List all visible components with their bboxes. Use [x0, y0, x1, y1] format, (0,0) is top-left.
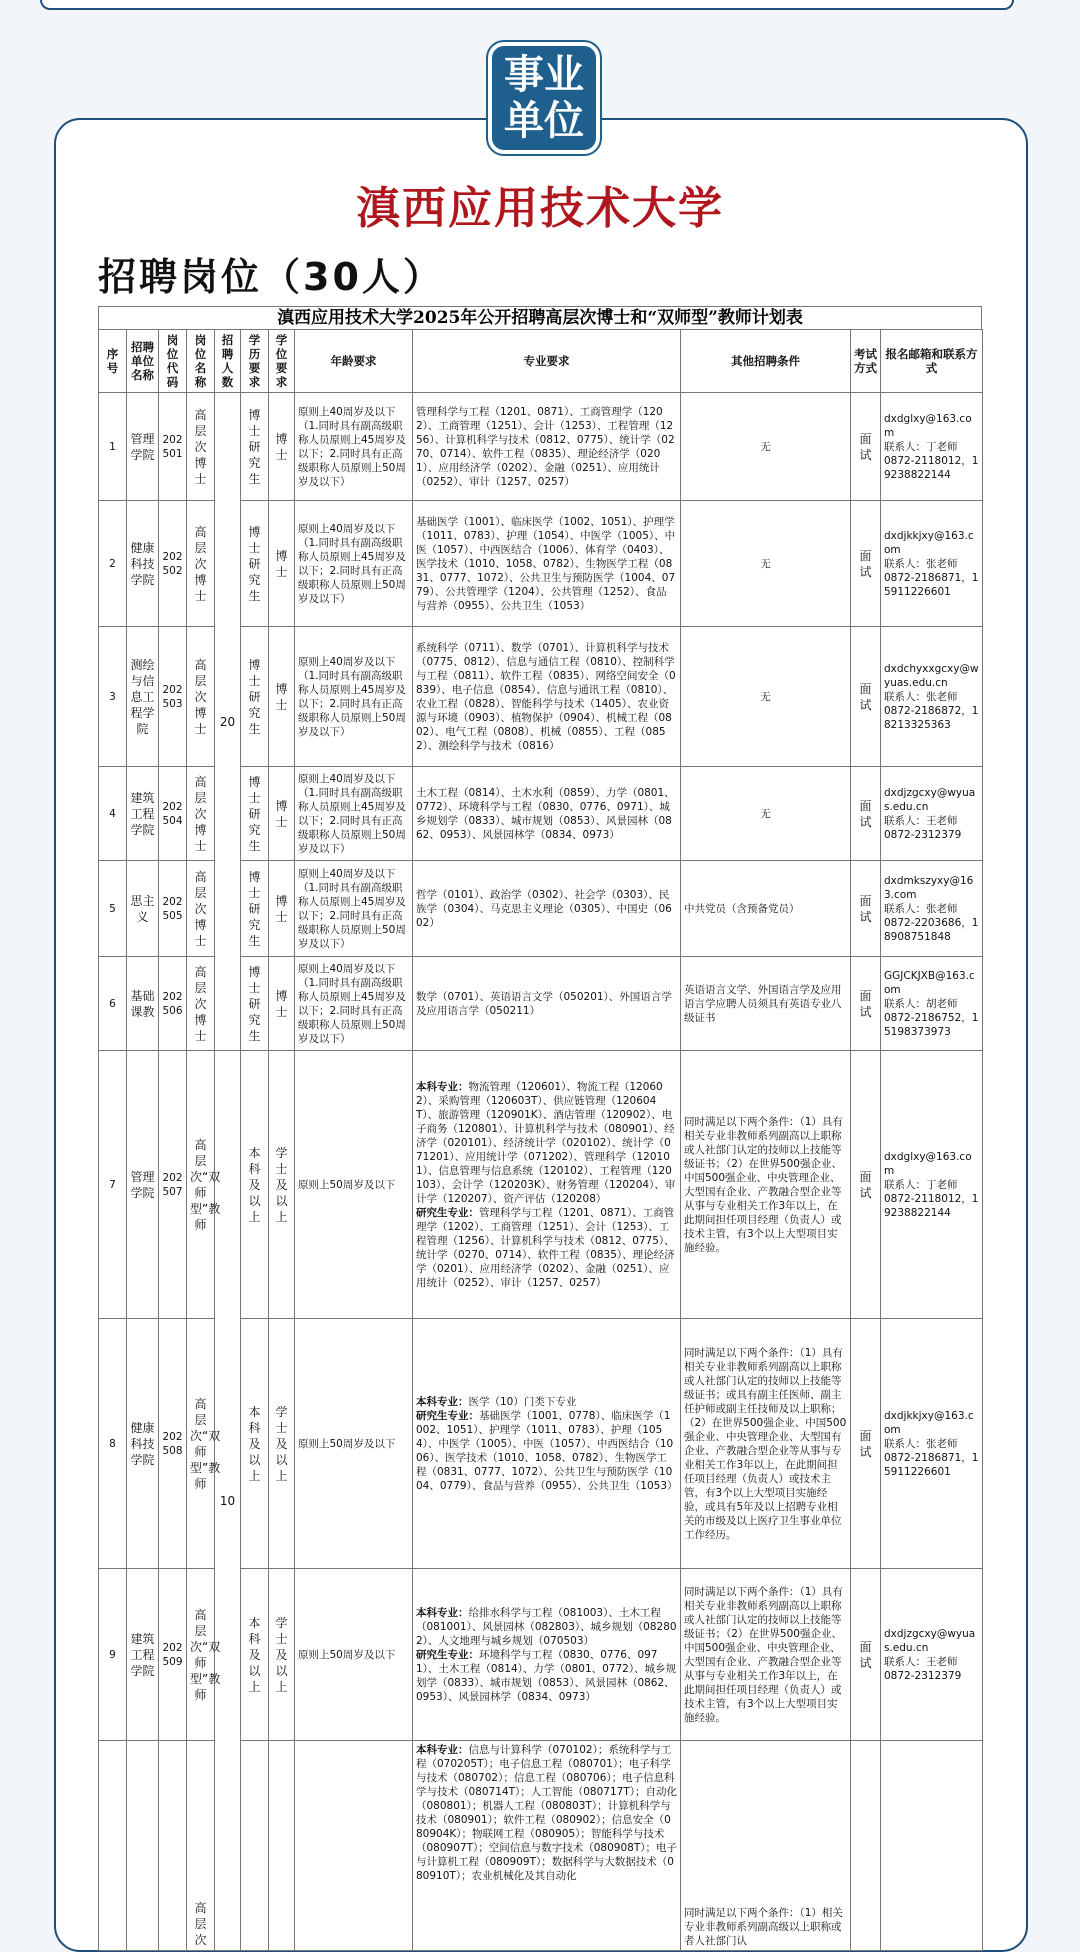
contact-info [881, 1319, 983, 1569]
major-text: 数学（0701）、英语语言文学（050201）、外国语言学及应用语言学（050211） [416, 990, 672, 1017]
age-req: 原则上50周岁及以下 [295, 1569, 413, 1741]
empty-cell [159, 1741, 187, 1951]
post-name: 高层次博士 [187, 501, 215, 627]
other-conditions: 同时满足以下两个条件：（1）相关专业非教师系列副高级以上职称或者人社部门认 [681, 1741, 851, 1951]
row-number: 4 [99, 767, 127, 861]
major-heading: 本科专业： [416, 1744, 469, 1756]
exam-method: 面试 [851, 861, 881, 957]
post-code: 202508 [159, 1319, 187, 1569]
contact-info [881, 393, 983, 501]
major-text-graduate: 管理科学与工程（1201、0871）、工商管理学（1202）、工商管理（1251）、会计（1253）、工程管理（1256）、计算机科学与技术（0812、0775）、统计学（0270、0714）、软件工程（0835）、理论经济学（0201）、应用经济学（0202）、金融（0251）、应用统计（0252）、审计（1257、0257） [416, 1206, 675, 1289]
other-conditions: 同时满足以下两个条件：（1）具有相关专业非教师系列副高以上职称或人社部门认定的技师以上技能等级证书；或具有副主任医师、副主任护师或副主任技师及以上职称；（2）在世界500强企业、中国500强企业、中央管理企业、大型国有企业、产教融合型企业等从事与专业相关工作3年以上，在此期间担任项目经理（负责人）或技术主管，有3个以上大型项目实施经验，或具有5年及以上招聘专业相关的市级及以上医疗卫生事业单位工作经历。 [681, 1319, 851, 1569]
recruitment-table-image [98, 306, 982, 1951]
contact-email: dxdglxy@163.com [884, 1150, 972, 1177]
post-code: 202503 [159, 627, 187, 767]
age-req: 原则上40周岁及以下（1.同时具有副高级职称人员原则上45周岁及以下；2.同时具有正高级职称人员原则上50周岁及以下） [295, 861, 413, 957]
contact-person: 联系人：王老师 [884, 1655, 958, 1668]
education-req: 博士研究生 [241, 627, 269, 767]
degree-req: 博士 [269, 393, 295, 501]
post-code: 202505 [159, 861, 187, 957]
major-req [413, 393, 681, 501]
age-req: 原则上50周岁及以下 [295, 1319, 413, 1569]
unit-name: 管理学院 [127, 393, 159, 501]
major-req [413, 1741, 681, 1951]
university-name: 滇西应用技术大学 [356, 183, 724, 234]
contact-phone: 0872-2203686，18908751848 [884, 916, 979, 943]
major-req [413, 767, 681, 861]
education-req: 本科及以上 [241, 1569, 269, 1741]
contact-info [881, 957, 983, 1051]
post-name: 高层次 [187, 1741, 215, 1951]
major-text: 给排水科学与工程（081003）、土木工程（081001）、风景园林（082803）、城乡规划（082802）、人文地理与城乡规划（070503） [416, 1606, 677, 1647]
major-req [413, 861, 681, 957]
recruitment-table [98, 329, 983, 1951]
contact-person: 联系人：丁老师 [884, 1178, 958, 1191]
header-cell: 专业要求 [413, 330, 681, 393]
other-conditions: 同时满足以下两个条件：（1）具有相关专业非教师系列副高以上职称或人社部门认定的技师以上技能等级证书；（2）在世界500强企业、中国500强企业、中央管理企业、大型国有企业、产教融合型企业等从事与专业相关工作3年以上，在此期间担任项目经理（负责人）或技术主管，有3个以上大型项目实施经验。 [681, 1569, 851, 1741]
contact-person: 联系人：张老师 [884, 902, 958, 915]
header-cell: 其他招聘条件 [681, 330, 851, 393]
age-req: 原则上40周岁及以下（1.同时具有副高级职称人员原则上45周岁及以下；2.同时具有正高级职称人员原则上50周岁及以下） [295, 393, 413, 501]
major-text: 哲学（0101）、政治学（0302）、社会学（0303）、民族学（0304）、马克思主义理论（0305）、中国史（0602） [416, 888, 672, 929]
education-req: 博士研究生 [241, 957, 269, 1051]
header-cell: 岗位代码 [159, 330, 187, 393]
table-row [99, 1051, 983, 1319]
previous-card-edge [40, 0, 1014, 10]
post-name: 高层次“双师型”教师 [187, 1319, 215, 1569]
contact-info [881, 627, 983, 767]
exam-method: 面试 [851, 1569, 881, 1741]
contact-phone: 0872-2186871，15911226601 [884, 571, 979, 598]
row-number: 6 [99, 957, 127, 1051]
contact-person: 联系人：胡老师 [884, 997, 958, 1010]
major-text: 物流管理（120601）、物流工程（120602）、采购管理（120603T）、供应链管理（120604T）、旅游管理（120901K）、酒店管理（120902）、电子商务（120801）、计算机科学与技术（080901）、经济学（020101）、经济统计学（020102）、统计学（071201）、应用统计学（071202）、管理科学（120101）、信息管理与信息系统（120102）、工程管理（120103）、会计学（120203K）、财务管理（120204）、审计学（120207）、资产评估（120208） [416, 1080, 676, 1205]
degree-req: 学士及以上 [269, 1569, 295, 1741]
unit-name: 建筑工程学院 [127, 767, 159, 861]
major-heading-graduate: 研究生专业： [416, 1409, 479, 1422]
contact-info [881, 861, 983, 957]
contact-person: 联系人：张老师 [884, 557, 958, 570]
row-number: 3 [99, 627, 127, 767]
age-req: 原则上40周岁及以下（1.同时具有副高级职称人员原则上45周岁及以下；2.同时具有正高级职称人员原则上50周岁及以下） [295, 627, 413, 767]
degree-req: 博士 [269, 861, 295, 957]
exam-method: 面试 [851, 767, 881, 861]
other-conditions: 无 [681, 627, 851, 767]
exam-method: 面试 [851, 1319, 881, 1569]
other-conditions: 英语语言文学、外国语言学及应用语言学应聘人员须具有英语专业八级证书 [681, 957, 851, 1051]
contact-info [881, 767, 983, 861]
degree-req: 博士 [269, 501, 295, 627]
header-cell: 招聘人数 [215, 330, 241, 393]
empty-cell [269, 1741, 295, 1951]
major-heading: 本科专业： [416, 1395, 469, 1408]
other-conditions: 同时满足以下两个条件：（1）具有相关专业非教师系列副高以上职称或人社部门认定的技师以上技能等级证书；（2）在世界500强企业、中国500强企业、中央管理企业、大型国有企业、产教融合型企业等从事与专业相关工作3年以上，在此期间担任项目经理（负责人）或技术主管，有3个以上大型项目实施经验。 [681, 1051, 851, 1319]
degree-req: 学士及以上 [269, 1051, 295, 1319]
post-code: 202502 [159, 501, 187, 627]
post-code: 202509 [159, 1569, 187, 1741]
major-req [413, 1569, 681, 1741]
category-badge [488, 42, 600, 154]
contact-phone: 0872-2118012，19238822144 [884, 454, 979, 481]
header-cell: 岗位名称 [187, 330, 215, 393]
unit-name: 健康科技学院 [127, 501, 159, 627]
unit-name: 建筑工程学院 [127, 1569, 159, 1741]
post-name: 高层次博士 [187, 767, 215, 861]
education-req: 博士研究生 [241, 501, 269, 627]
major-heading: 本科专业： [416, 1606, 469, 1619]
other-conditions: 中共党员（含预备党员） [681, 861, 851, 957]
unit-name: 思主义 [127, 861, 159, 957]
major-req [413, 1319, 681, 1569]
education-req: 本科及以上 [241, 1319, 269, 1569]
major-text-graduate: 基础医学（1001、0778）、临床医学（1002、1051）、护理学（1011、0783）、护理（1054）、中医学（1005）、中医（1057）、中西医结合（1006）、医学技术（1010、1058、0782）、生物医学工程（0831、0777、1072）、公共卫生与预防医学（1004、0779）、食品与营养（0955）、公共卫生（1053） [416, 1409, 678, 1492]
badge-line-2: 单位 [504, 98, 584, 144]
major-text: 管理科学与工程（1201、0871）、工商管理学（1202）、工商管理（1251）、会计（1253）、工程管理（1256）、计算机科学与技术（0812、0775）、统计学（0270、0714）、软件工程（0835）、理论经济学（0201）、应用经济学（0202）、金融（0251）、应用统计（0252）、审计（1257、0257） [416, 405, 675, 488]
major-text: 土木工程（0814）、土木水利（0859）、力学（0801、0772）、环境科学与工程（0830、0776、0971）、城乡规划学（0833）、城市规划（0853）、风景园林（0862、0953）、风景园林学（0834、0973） [416, 786, 675, 841]
post-name: 高层次“双师型”教师 [187, 1569, 215, 1741]
unit-name: 基础课教 [127, 957, 159, 1051]
major-text-graduate: 环境科学与工程（0830、0776、0971）、土木工程（0814）、力学（0801、0772）、城乡规划学（0833）、城市规划（0853）、风景园林（0862、0953）、风景园林学（0834、0973） [416, 1648, 677, 1703]
major-req [413, 1051, 681, 1319]
contact-email: dxdjkkjxy@163.com [884, 1409, 974, 1436]
contact-info [881, 1569, 983, 1741]
major-text: 基础医学（1001）、临床医学（1002、1051）、护理学（1011、0783）、护理（1054）、中医学（1005）、中医（1057）、中西医结合（1006）、体育学（0403）、医学技术（1010、1058、0782）、生物医学工程（0831、0777、1072）、公共卫生与预防医学（1004、0779）、公共管理学（1204）、公共管理（1252）、食品与营养（0955）、公共卫生（1053） [416, 515, 676, 612]
education-req: 博士研究生 [241, 861, 269, 957]
table-title: 滇西应用技术大学2025年公开招聘高层次博士和“双师型”教师计划表 [98, 306, 982, 329]
major-heading-graduate: 研究生专业： [416, 1206, 479, 1219]
row-number: 9 [99, 1569, 127, 1741]
unit-name: 测绘与信息工程学院 [127, 627, 159, 767]
major-text: 医学（10）门类下专业 [468, 1395, 577, 1408]
contact-email: dxdchyxxgcxy@wyuas.edu.cn [884, 662, 979, 689]
row-number: 1 [99, 393, 127, 501]
post-code: 202501 [159, 393, 187, 501]
other-conditions: 无 [681, 767, 851, 861]
headcount: 10 [215, 1051, 241, 1951]
row-number: 8 [99, 1319, 127, 1569]
header-cell: 学历要求 [241, 330, 269, 393]
header-cell: 序号 [99, 330, 127, 393]
major-text: 系统科学（0711）、数学（0701）、计算机科学与技术（0775、0812）、信息与通信工程（0810）、控制科学与工程（0811）、软件工程（0835）、网络空间安全（0839）、电子信息（0854）、信息与通讯工程（0810）、农业工程（0828）、智能科学与技术（1405）、农业资源与环境（0903）、植物保护（0904）、机械工程（0802）、电气工程（0808）、机械（0855）、工程（0852）、测绘科学与技术（0816） [416, 641, 676, 752]
table-header-row [99, 330, 983, 393]
headcount: 20 [215, 393, 241, 1051]
empty-cell [99, 1741, 127, 1951]
major-text: 信息与计算科学（070102）；系统科学与工程（070205T）；电子信息工程（080701）；电子科学与技术（080702）；信息工程（080706）；电子信息科学与技术（080714T）；人工智能（080717T）；自动化（080801）；机器人工程（080803T）；计算机科学与技术（080901）；软件工程（080902）；信息安全（080904K）；物联网工程（080905）；智能科学与技术（080907T）；空间信息与数字技术（080908T）；电子与计算机工程（080909T）；数据科学与大数据技术（080910T）；农业机械化及其自动化 [416, 1744, 677, 1882]
degree-req: 博士 [269, 957, 295, 1051]
exam-method: 面试 [851, 627, 881, 767]
contact-phone: 0872-2312379 [884, 828, 962, 841]
post-name: 高层次博士 [187, 957, 215, 1051]
empty-cell [851, 1741, 881, 1951]
empty-cell [241, 1741, 269, 1951]
major-req [413, 957, 681, 1051]
exam-method: 面试 [851, 501, 881, 627]
age-req: 原则上40周岁及以下（1.同时具有副高级职称人员原则上45周岁及以下；2.同时具有正高级职称人员原则上50周岁及以下） [295, 767, 413, 861]
post-code: 202504 [159, 767, 187, 861]
age-req: 原则上40周岁及以下（1.同时具有副高级职称人员原则上45周岁及以下；2.同时具有正高级职称人员原则上50周岁及以下） [295, 501, 413, 627]
header-cell: 招聘单位名称 [127, 330, 159, 393]
badge-line-1: 事业 [504, 52, 584, 98]
other-conditions: 无 [681, 393, 851, 501]
post-name: 高层次博士 [187, 627, 215, 767]
contact-phone: 0872-2186871，15911226601 [884, 1451, 979, 1478]
contact-email: dxdglxy@163.com [884, 412, 972, 439]
education-req: 博士研究生 [241, 767, 269, 861]
contact-info [881, 1051, 983, 1319]
post-code: 202506 [159, 957, 187, 1051]
major-heading: 本科专业： [416, 1080, 469, 1093]
contact-email: dxdjzgcxy@wyuas.edu.cn [884, 1627, 976, 1654]
table-row [99, 393, 983, 501]
contact-email: dxdjkkjxy@163.com [884, 529, 974, 556]
exam-method: 面试 [851, 957, 881, 1051]
contact-phone: 0872-2312379 [884, 1669, 962, 1682]
age-req: 原则上40周岁及以下（1.同时具有副高级职称人员原则上45周岁及以下；2.同时具有正高级职称人员原则上50周岁及以下） [295, 957, 413, 1051]
contact-phone: 0872-2118012，19238822144 [884, 1192, 979, 1219]
major-req [413, 627, 681, 767]
section-title: 招聘岗位（30人） [98, 255, 444, 299]
unit-name: 健康科技学院 [127, 1319, 159, 1569]
post-name: 高层次“双师型”教师 [187, 1051, 215, 1319]
major-req [413, 501, 681, 627]
post-name: 高层次博士 [187, 861, 215, 957]
header-cell: 考试方式 [851, 330, 881, 393]
contact-phone: 0872-2186872，18213325363 [884, 704, 979, 731]
degree-req: 博士 [269, 627, 295, 767]
contact-person: 联系人：张老师 [884, 1437, 958, 1450]
empty-cell [295, 1741, 413, 1951]
contact-email: dxdjzgcxy@wyuas.edu.cn [884, 786, 976, 813]
contact-email: GGJCKJXB@163.com [884, 969, 975, 996]
empty-cell [127, 1741, 159, 1951]
other-conditions: 无 [681, 501, 851, 627]
exam-method: 面试 [851, 1051, 881, 1319]
education-req: 博士研究生 [241, 393, 269, 501]
contact-person: 联系人：丁老师 [884, 440, 958, 453]
degree-req: 学士及以上 [269, 1319, 295, 1569]
contact-email: dxdmkszyxy@163.com [884, 874, 974, 901]
contact-person: 联系人：张老师 [884, 690, 958, 703]
unit-name: 管理学院 [127, 1051, 159, 1319]
age-req: 原则上50周岁及以下 [295, 1051, 413, 1319]
contact-info [881, 501, 983, 627]
header-cell: 报名邮箱和联系方式 [881, 330, 983, 393]
row-number: 5 [99, 861, 127, 957]
header-cell: 年龄要求 [295, 330, 413, 393]
degree-req: 博士 [269, 767, 295, 861]
row-number: 7 [99, 1051, 127, 1319]
education-req: 本科及以上 [241, 1051, 269, 1319]
exam-method: 面试 [851, 393, 881, 501]
post-name: 高层次博士 [187, 393, 215, 501]
header-cell: 学位要求 [269, 330, 295, 393]
empty-cell [881, 1741, 983, 1951]
contact-phone: 0872-2186752，15198373973 [884, 1011, 979, 1038]
contact-person: 联系人：王老师 [884, 814, 958, 827]
post-code: 202507 [159, 1051, 187, 1319]
major-heading-graduate: 研究生专业： [416, 1648, 479, 1661]
row-number: 2 [99, 501, 127, 627]
